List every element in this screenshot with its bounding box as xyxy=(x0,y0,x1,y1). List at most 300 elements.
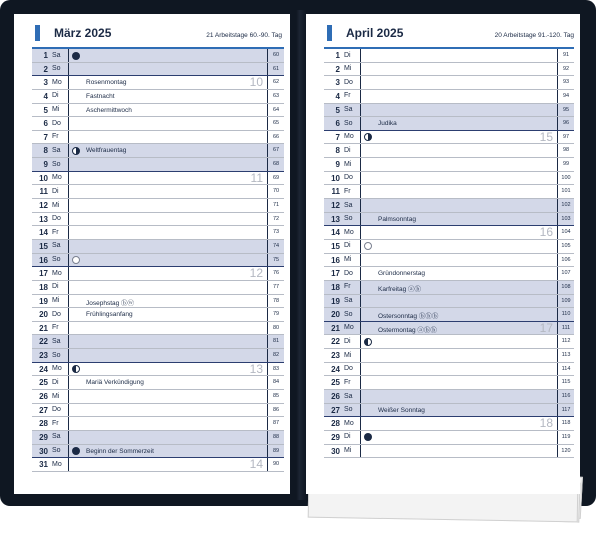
month-title: März 2025 xyxy=(54,26,112,40)
year-day-number: 77 xyxy=(267,281,284,294)
day-number: 6 xyxy=(335,119,340,129)
work-days-info: 20 Arbeitstage 91.-120. Tag xyxy=(494,32,574,39)
year-day-number: 95 xyxy=(557,104,574,117)
day-row[interactable] xyxy=(32,90,284,104)
weekday: So xyxy=(344,310,353,318)
half-moon-icon xyxy=(364,338,372,346)
weekday: Sa xyxy=(52,337,61,345)
day-number: 19 xyxy=(331,296,340,306)
week-number: 11 xyxy=(250,170,263,185)
year-day-number: 94 xyxy=(557,90,574,103)
year-day-number: 84 xyxy=(267,376,284,389)
weekday: Mo xyxy=(344,228,354,236)
day-number: 21 xyxy=(39,323,48,333)
year-day-number: 100 xyxy=(557,172,574,185)
day-row[interactable] xyxy=(324,417,574,431)
day-number: 11 xyxy=(331,187,340,197)
year-day-number: 88 xyxy=(267,431,284,444)
day-row[interactable] xyxy=(324,349,574,363)
day-number: 10 xyxy=(39,173,48,183)
day-row[interactable] xyxy=(32,104,284,118)
day-number: 16 xyxy=(331,255,340,265)
day-row[interactable] xyxy=(32,295,284,309)
day-row[interactable] xyxy=(324,390,574,404)
day-number: 26 xyxy=(39,392,48,402)
day-row[interactable] xyxy=(32,417,284,431)
column-divider xyxy=(68,458,69,471)
holiday-label: Weltfrauentag xyxy=(86,147,127,155)
column-divider xyxy=(360,404,361,417)
day-number: 14 xyxy=(331,228,340,238)
weekday: Mi xyxy=(344,160,352,168)
day-row[interactable] xyxy=(32,254,284,268)
year-day-number: 60 xyxy=(267,49,284,62)
weekday: Di xyxy=(344,337,351,345)
day-number: 23 xyxy=(331,351,340,361)
column-divider xyxy=(360,144,361,157)
day-row[interactable] xyxy=(324,445,574,459)
holiday-label: Josephstag ⓑⓦ xyxy=(86,299,135,307)
weekday: Di xyxy=(344,51,351,59)
day-number: 1 xyxy=(335,51,340,60)
column-divider xyxy=(68,281,69,294)
day-number: 3 xyxy=(335,78,340,88)
day-row[interactable] xyxy=(32,335,284,349)
weekday: Di xyxy=(52,283,59,291)
weekday: Fr xyxy=(344,187,351,195)
weekday: Sa xyxy=(344,392,353,400)
weekday: Di xyxy=(344,242,351,250)
year-day-number: 86 xyxy=(267,404,284,417)
holiday-label: Frühlingsanfang xyxy=(86,311,133,319)
column-divider xyxy=(68,267,69,280)
day-row[interactable] xyxy=(32,308,284,322)
day-row[interactable] xyxy=(32,117,284,131)
column-divider xyxy=(360,117,361,130)
day-number: 5 xyxy=(43,105,48,115)
weekday: Do xyxy=(344,269,353,277)
year-day-number: 99 xyxy=(557,158,574,171)
weekday: So xyxy=(52,256,61,264)
column-divider xyxy=(360,131,361,144)
year-day-number: 118 xyxy=(557,417,574,430)
week-number: 18 xyxy=(539,416,553,431)
day-row[interactable] xyxy=(32,144,284,158)
day-row[interactable] xyxy=(32,199,284,213)
day-row[interactable] xyxy=(32,281,284,295)
day-row[interactable] xyxy=(324,226,574,240)
day-row[interactable] xyxy=(324,104,574,118)
half-moon-icon xyxy=(72,147,80,155)
year-day-number: 113 xyxy=(557,349,574,362)
year-day-number: 97 xyxy=(557,131,574,144)
day-row[interactable] xyxy=(32,240,284,254)
year-day-number: 101 xyxy=(557,185,574,198)
weekday: Mo xyxy=(344,133,354,141)
work-days-info: 21 Arbeitstage 60.-90. Tag xyxy=(206,32,282,39)
day-row[interactable] xyxy=(32,213,284,227)
column-divider xyxy=(68,76,69,89)
half-moon-icon xyxy=(72,365,80,373)
year-day-number: 81 xyxy=(267,335,284,348)
column-divider xyxy=(68,349,69,362)
holiday-label: Weißer Sonntag xyxy=(378,406,425,414)
year-day-number: 62 xyxy=(267,76,284,89)
day-row[interactable] xyxy=(32,376,284,390)
weekday: Sa xyxy=(52,146,61,154)
day-number: 17 xyxy=(39,269,48,279)
column-divider xyxy=(68,213,69,226)
year-day-number: 78 xyxy=(267,295,284,308)
weekday: Di xyxy=(344,146,351,154)
weekday: Mi xyxy=(344,256,352,264)
column-divider xyxy=(360,254,361,267)
weekday: So xyxy=(52,447,61,455)
week-number: 17 xyxy=(539,320,553,335)
column-divider xyxy=(68,431,69,444)
weekday: Di xyxy=(52,187,59,195)
column-divider xyxy=(68,104,69,117)
year-day-number: 114 xyxy=(557,363,574,376)
weekday: Sa xyxy=(52,51,61,59)
day-row[interactable] xyxy=(32,63,284,77)
year-day-number: 73 xyxy=(267,226,284,239)
day-number: 29 xyxy=(331,432,340,442)
weekday: Mo xyxy=(52,460,62,468)
day-row[interactable] xyxy=(32,349,284,363)
year-day-number: 79 xyxy=(267,308,284,321)
year-day-number: 116 xyxy=(557,390,574,403)
day-row[interactable] xyxy=(324,172,574,186)
day-row[interactable] xyxy=(32,185,284,199)
weekday: Fr xyxy=(344,378,351,386)
day-number: 9 xyxy=(335,160,340,170)
column-divider xyxy=(360,240,361,253)
year-day-number: 92 xyxy=(557,63,574,76)
column-divider xyxy=(360,185,361,198)
day-row[interactable] xyxy=(324,267,574,281)
column-divider xyxy=(360,226,361,239)
weekday: Mi xyxy=(52,201,60,209)
weekday: Mi xyxy=(344,65,352,73)
year-day-number: 68 xyxy=(267,158,284,171)
column-divider xyxy=(360,322,361,335)
holiday-label: Gründonnerstag xyxy=(378,270,425,278)
column-divider xyxy=(360,445,361,458)
weekday: Do xyxy=(344,174,353,182)
day-number: 15 xyxy=(39,241,48,251)
day-number: 19 xyxy=(39,296,48,306)
year-day-number: 96 xyxy=(557,117,574,130)
column-divider xyxy=(360,213,361,226)
day-number: 24 xyxy=(331,364,340,374)
year-day-number: 106 xyxy=(557,254,574,267)
year-day-number: 102 xyxy=(557,199,574,212)
day-number: 20 xyxy=(39,310,48,320)
day-row[interactable] xyxy=(32,267,284,281)
day-row[interactable] xyxy=(32,49,284,63)
year-day-number: 76 xyxy=(267,267,284,280)
day-number: 25 xyxy=(39,378,48,388)
year-day-number: 120 xyxy=(557,445,574,458)
weekday: So xyxy=(52,65,61,73)
day-row[interactable] xyxy=(32,226,284,240)
week-number: 13 xyxy=(249,361,263,376)
week-number: 12 xyxy=(249,266,263,281)
day-row[interactable] xyxy=(32,404,284,418)
column-divider xyxy=(360,335,361,348)
weekday: Do xyxy=(344,365,353,373)
week-number: 15 xyxy=(539,129,553,144)
day-number: 2 xyxy=(335,64,340,74)
year-day-number: 66 xyxy=(267,131,284,144)
weekday: Fr xyxy=(52,419,59,427)
holiday-label: Beginn der Sommerzeit xyxy=(86,447,154,455)
year-day-number: 112 xyxy=(557,335,574,348)
weekday: Sa xyxy=(344,106,353,114)
year-day-number: 109 xyxy=(557,295,574,308)
column-divider xyxy=(68,49,69,62)
weekday: Mo xyxy=(52,269,62,277)
column-divider xyxy=(360,295,361,308)
column-divider xyxy=(360,63,361,76)
day-row[interactable] xyxy=(324,199,574,213)
column-divider xyxy=(68,295,69,308)
day-number: 8 xyxy=(43,146,48,156)
day-number: 18 xyxy=(331,282,340,292)
day-number: 7 xyxy=(335,132,340,142)
day-number: 2 xyxy=(43,64,48,74)
new-moon-icon xyxy=(364,433,372,441)
day-number: 11 xyxy=(39,187,48,197)
column-divider xyxy=(68,63,69,76)
column-divider xyxy=(68,322,69,335)
weekday: Sa xyxy=(344,297,353,305)
column-divider xyxy=(68,404,69,417)
weekday: So xyxy=(344,119,353,127)
day-row[interactable] xyxy=(324,63,574,77)
column-divider xyxy=(68,417,69,430)
day-row[interactable] xyxy=(32,322,284,336)
new-moon-icon xyxy=(72,447,80,455)
column-divider xyxy=(360,104,361,117)
holiday-label: Rosenmontag xyxy=(86,79,127,87)
year-day-number: 71 xyxy=(267,199,284,212)
day-row[interactable] xyxy=(324,431,574,445)
day-row[interactable] xyxy=(324,158,574,172)
right-page-april xyxy=(306,14,580,494)
holiday-label: Fastnacht xyxy=(86,92,115,100)
day-number: 9 xyxy=(43,160,48,170)
weekday: Mi xyxy=(344,447,352,455)
weekday: Di xyxy=(344,433,351,441)
book-spine xyxy=(290,10,306,500)
holiday-label: Karfreitag ⓐⓑ xyxy=(378,285,421,293)
weekday: Sa xyxy=(52,242,61,250)
day-row[interactable] xyxy=(324,117,574,131)
day-number: 17 xyxy=(331,269,340,279)
full-moon-icon xyxy=(364,242,372,250)
day-row[interactable] xyxy=(324,254,574,268)
day-number: 28 xyxy=(331,419,340,429)
column-divider xyxy=(360,281,361,294)
day-number: 12 xyxy=(331,201,340,211)
column-divider xyxy=(360,76,361,89)
holiday-label: Aschermittwoch xyxy=(86,106,132,114)
weekday: Mi xyxy=(52,392,60,400)
day-row[interactable] xyxy=(32,363,284,377)
day-number: 16 xyxy=(39,255,48,265)
day-row[interactable] xyxy=(324,49,574,63)
day-row[interactable] xyxy=(324,363,574,377)
column-divider xyxy=(68,308,69,321)
year-day-number: 61 xyxy=(267,63,284,76)
day-row[interactable] xyxy=(324,335,574,349)
day-number: 7 xyxy=(43,132,48,142)
column-divider xyxy=(68,185,69,198)
column-divider xyxy=(68,335,69,348)
column-divider xyxy=(360,349,361,362)
day-row[interactable] xyxy=(324,90,574,104)
year-day-number: 74 xyxy=(267,240,284,253)
day-row[interactable] xyxy=(324,240,574,254)
day-row[interactable] xyxy=(32,131,284,145)
full-moon-icon xyxy=(72,256,80,264)
year-day-number: 105 xyxy=(557,240,574,253)
day-number: 12 xyxy=(39,201,48,211)
day-number: 22 xyxy=(331,337,340,347)
year-day-number: 110 xyxy=(557,308,574,321)
month-title: April 2025 xyxy=(346,26,404,40)
year-day-number: 117 xyxy=(557,404,574,417)
weekday: Mo xyxy=(344,324,354,332)
weekday: So xyxy=(344,406,353,414)
holiday-label: Judika xyxy=(378,120,397,128)
holiday-label: Ostermontag ⓐⓑⓑ xyxy=(378,326,437,334)
day-number: 6 xyxy=(43,119,48,129)
day-row[interactable] xyxy=(324,144,574,158)
holiday-label: Ostersonntag ⓑⓑⓑ xyxy=(378,313,439,321)
column-divider xyxy=(360,199,361,212)
weekday: Fr xyxy=(344,283,351,291)
day-number: 3 xyxy=(43,78,48,88)
column-divider xyxy=(360,158,361,171)
year-day-number: 104 xyxy=(557,226,574,239)
column-divider xyxy=(68,363,69,376)
accent-bar xyxy=(35,25,40,41)
column-divider xyxy=(68,254,69,267)
column-divider xyxy=(68,158,69,171)
day-row[interactable] xyxy=(324,404,574,418)
day-row[interactable] xyxy=(324,322,574,336)
year-day-number: 111 xyxy=(557,322,574,335)
column-divider xyxy=(68,226,69,239)
column-divider xyxy=(360,49,361,62)
year-day-number: 83 xyxy=(267,363,284,376)
weekday: Sa xyxy=(52,433,61,441)
weekday: Di xyxy=(52,92,59,100)
day-number: 24 xyxy=(39,364,48,374)
day-number: 28 xyxy=(39,419,48,429)
column-divider xyxy=(360,417,361,430)
column-divider xyxy=(360,308,361,321)
day-row[interactable] xyxy=(324,295,574,309)
day-number: 30 xyxy=(331,446,340,456)
year-day-number: 90 xyxy=(267,458,284,471)
weekday: Do xyxy=(52,215,61,223)
weekday: Do xyxy=(344,78,353,86)
weekday: Fr xyxy=(344,92,351,100)
day-number: 14 xyxy=(39,228,48,238)
day-row[interactable] xyxy=(324,131,574,145)
year-day-number: 67 xyxy=(267,144,284,157)
day-row[interactable] xyxy=(324,213,574,227)
day-row[interactable] xyxy=(32,158,284,172)
column-divider xyxy=(68,445,69,458)
column-divider xyxy=(360,376,361,389)
year-day-number: 63 xyxy=(267,90,284,103)
year-day-number: 87 xyxy=(267,417,284,430)
year-day-number: 65 xyxy=(267,117,284,130)
weekday: Di xyxy=(52,378,59,386)
day-row[interactable] xyxy=(32,390,284,404)
day-row[interactable] xyxy=(324,308,574,322)
column-divider xyxy=(360,172,361,185)
column-divider xyxy=(68,240,69,253)
weekday: Mo xyxy=(52,78,62,86)
year-day-number: 119 xyxy=(557,431,574,444)
day-row[interactable] xyxy=(324,281,574,295)
day-number: 27 xyxy=(39,405,48,415)
weekday: Sa xyxy=(344,201,353,209)
day-row[interactable] xyxy=(32,76,284,90)
new-moon-icon xyxy=(72,52,80,60)
year-day-number: 107 xyxy=(557,267,574,280)
day-row[interactable] xyxy=(324,185,574,199)
day-number: 4 xyxy=(335,91,340,101)
day-number: 20 xyxy=(331,310,340,320)
year-day-number: 72 xyxy=(267,213,284,226)
day-row[interactable] xyxy=(32,458,284,472)
day-row[interactable] xyxy=(324,76,574,90)
year-day-number: 80 xyxy=(267,322,284,335)
holiday-label: Palmsonntag xyxy=(378,215,416,223)
day-number: 21 xyxy=(331,323,340,333)
weekday: Fr xyxy=(52,228,59,236)
day-number: 18 xyxy=(39,282,48,292)
year-day-number: 75 xyxy=(267,254,284,267)
weekday: Mi xyxy=(52,106,60,114)
day-row[interactable] xyxy=(324,376,574,390)
week-number: 16 xyxy=(539,225,553,240)
column-divider xyxy=(68,172,69,185)
day-row[interactable] xyxy=(32,445,284,459)
day-row[interactable] xyxy=(32,431,284,445)
accent-bar xyxy=(327,25,332,41)
day-list xyxy=(324,49,574,458)
day-row[interactable] xyxy=(32,172,284,186)
year-day-number: 93 xyxy=(557,76,574,89)
year-day-number: 103 xyxy=(557,213,574,226)
weekday: Do xyxy=(52,119,61,127)
column-divider xyxy=(68,199,69,212)
day-list xyxy=(32,49,284,472)
weekday: Mi xyxy=(52,297,60,305)
day-number: 23 xyxy=(39,351,48,361)
day-number: 25 xyxy=(331,378,340,388)
day-number: 15 xyxy=(331,241,340,251)
column-divider xyxy=(68,390,69,403)
